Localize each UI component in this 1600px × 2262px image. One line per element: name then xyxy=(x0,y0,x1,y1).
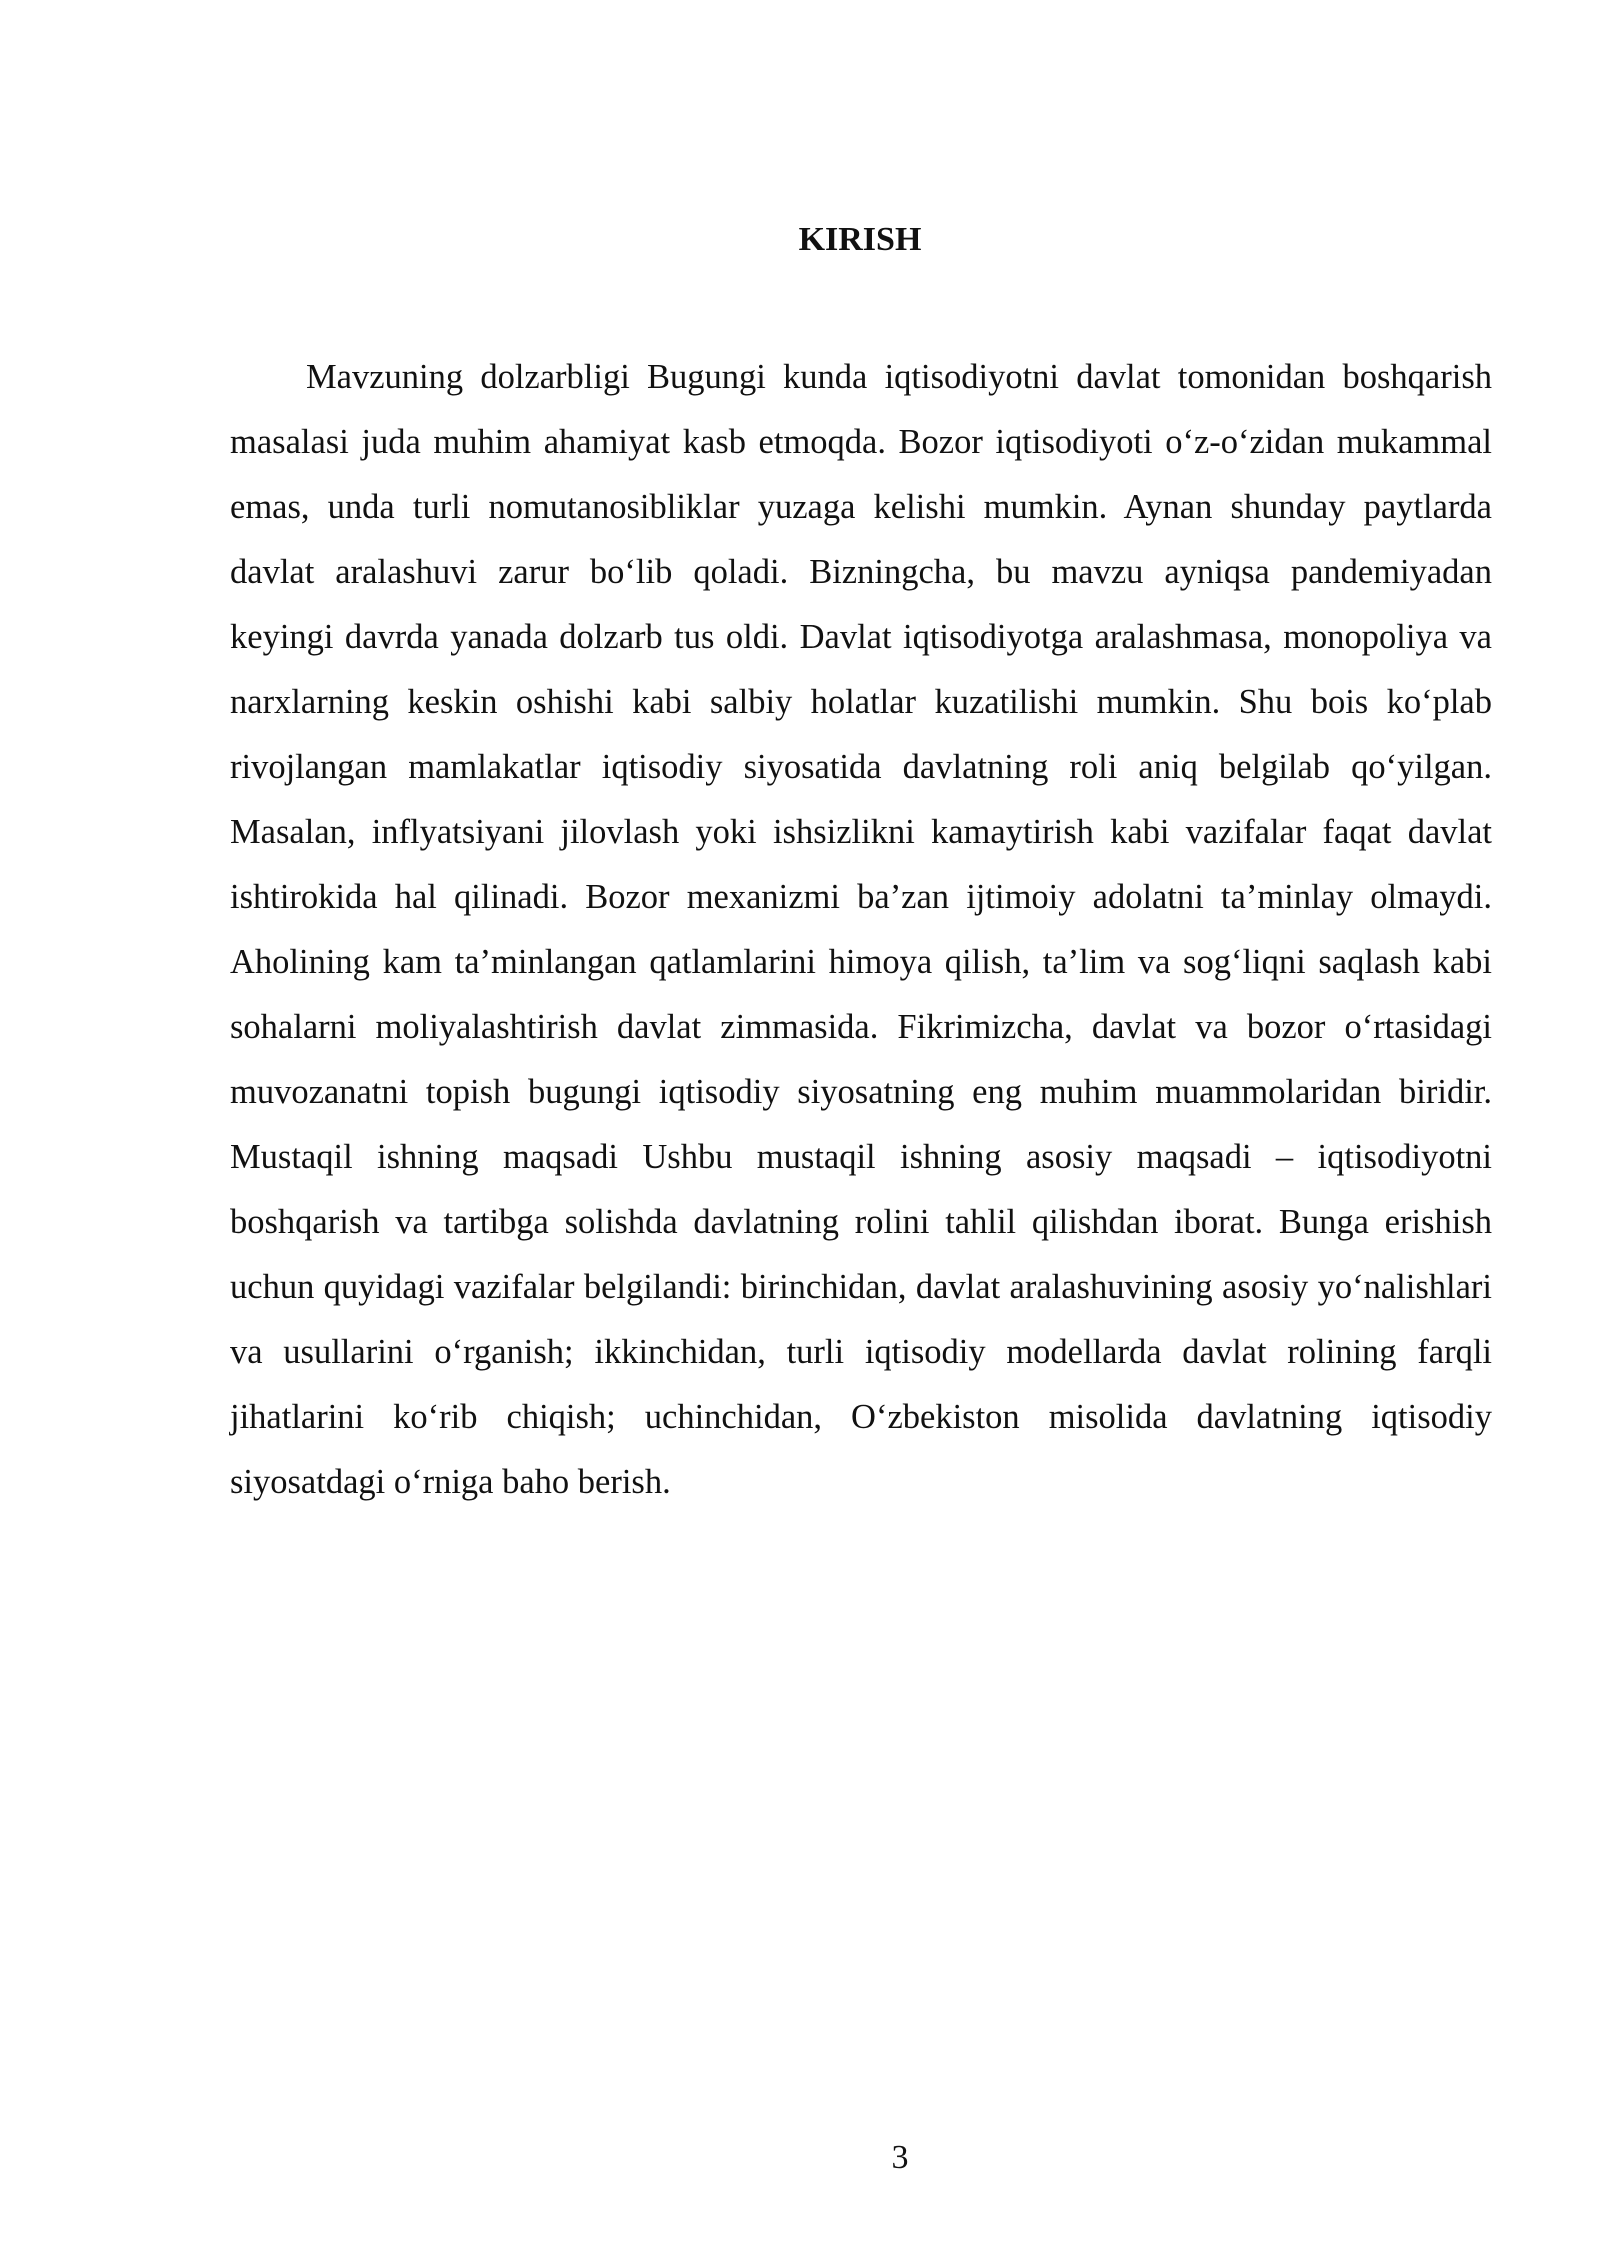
page-number: 3 xyxy=(891,2139,909,2176)
body-paragraph: Mavzuning dolzarbligi Bugungi kunda iqtisodiyotni davlat tomonidan boshqarish masalasi juda muhim ahamiyat kasb etmoqda. Bozor iqtisodiyoti o‘z-o‘zidan mukammal emas, unda turli nomutanosibliklar yuzaga kelishi mumkin. Aynan shunday paytlarda davlat aralashuvi zarur bo‘lib qoladi. Bizningcha, bu mavzu ayniqsa pandemiyadan keyingi davrda yanada dolzarb tus oldi. Davlat iqtisodiyotga aralashmasa, monopoliya va narxlarning keskin oshishi kabi salbiy holatlar kuzatilishi mumkin. Shu bois ko‘plab rivojlangan mamlakatlar iqtisodiy siyosatida davlatning roli aniq belgilab qo‘yilgan. Masalan, inflyatsiyani jilovlash yoki ishsizlikni kamaytirish kabi vazifalar faqat davlat ishtirokida hal qilinadi. Bozor mexanizmi ba’zan ijtimoiy adolatni ta’minlay olmaydi. Aholining kam ta’minlangan qatlamlarini himoya qilish, ta’lim va sog‘liqni saqlash kabi sohalarni moliyalashtirish davlat zimmasida. Fikrimizcha, davlat va bozor o‘rtasidagi muvozanatni topish bugungi iqtisodiy siyosatning eng muhim muammolaridan biridir. Mustaqil ishning maqsadi Ushbu mustaqil ishning asosiy maqsadi – iqtisodiyotni boshqarish va tartibga solishda davlatning rolini tahlil qilishdan iborat. Bunga erishish uchun quyidagi vazifalar belgilandi: birinchidan, davlat aralashuvining asosiy yo‘nalishlari va usullarini o‘rganish; ikkinchidan, turli iqtisodiy modellarda davlat rolining farqli jihatlarini ko‘rib chiqish; uchinchidan, O‘zbekiston misolida davlatning iqtisodiy siyosatdagi o‘rniga baho berish. xyxy=(230,358,1492,1501)
section-heading: KIRISH xyxy=(798,221,922,258)
